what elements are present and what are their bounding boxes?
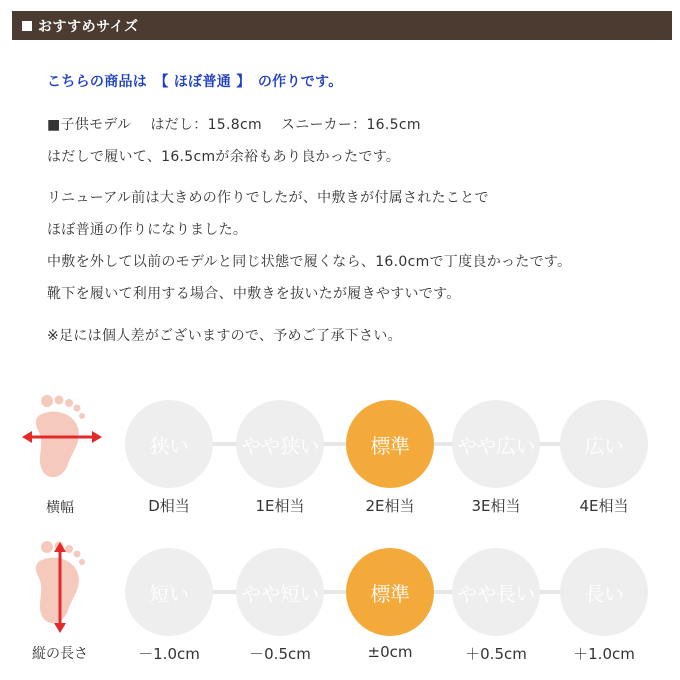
foot-length-arrow-icon	[20, 540, 106, 636]
width-row-label: 横幅	[46, 500, 74, 516]
width-caption-narrow: D相当	[148, 497, 190, 515]
highlight-line: こちらの商品は 【 ほぼ普通 】 の作りです。	[47, 74, 343, 90]
length-caption-slightly-long: ＋0.5cm	[465, 645, 527, 663]
foot-width-arrow-icon	[20, 394, 106, 488]
width-option-slightly-wide: やや広い	[452, 400, 540, 488]
text-line-5: 中敷を外して以前のモデルと同じ状態で履くなら、16.0cmで丁度良かったです。	[47, 254, 572, 270]
width-caption-slightly-wide: 3E相当	[471, 497, 521, 515]
text-line-1: ■子供モデル はだし：15.8cm スニーカー：16.5cm	[47, 117, 421, 133]
section-title: おすすめサイズ	[38, 18, 139, 35]
width-caption-wide: 4E相当	[579, 497, 629, 515]
width-caption-standard: 2E相当	[365, 497, 415, 515]
length-option-slightly-long: やや長い	[452, 548, 540, 636]
length-option-short: 短い	[125, 548, 213, 636]
text-line-3: リニューアル前は大きめの作りでしたが、中敷きが付属されたことで	[47, 190, 489, 206]
length-option-slightly-short: やや短い	[236, 548, 324, 636]
width-option-slightly-narrow: やや狭い	[236, 400, 324, 488]
length-option-standard: 標準	[346, 548, 434, 636]
length-caption-standard: ±0cm	[367, 643, 413, 661]
length-caption-short: －1.0cm	[138, 645, 200, 663]
width-option-standard: 標準	[346, 400, 434, 488]
width-option-narrow: 狭い	[125, 400, 213, 488]
width-option-wide: 広い	[560, 400, 648, 488]
length-caption-long: ＋1.0cm	[573, 645, 635, 663]
length-option-long: 長い	[560, 548, 648, 636]
section-header	[12, 11, 672, 40]
square-bullet-icon	[22, 21, 32, 31]
width-caption-slightly-narrow: 1E相当	[255, 497, 305, 515]
text-line-4: ほぼ普通の作りになりました。	[47, 222, 248, 238]
text-line-7: ※足には個人差がございますので、予めご了承下さい。	[47, 328, 402, 344]
length-row-label: 縦の長さ	[32, 646, 88, 662]
text-line-6: 靴下を履いて利用する場合、中敷きを抜いたが履きやすいです。	[47, 286, 461, 302]
length-caption-slightly-short: －0.5cm	[249, 645, 311, 663]
text-line-2: はだしで履いて、16.5cmが余裕もあり良かったです。	[47, 149, 401, 165]
